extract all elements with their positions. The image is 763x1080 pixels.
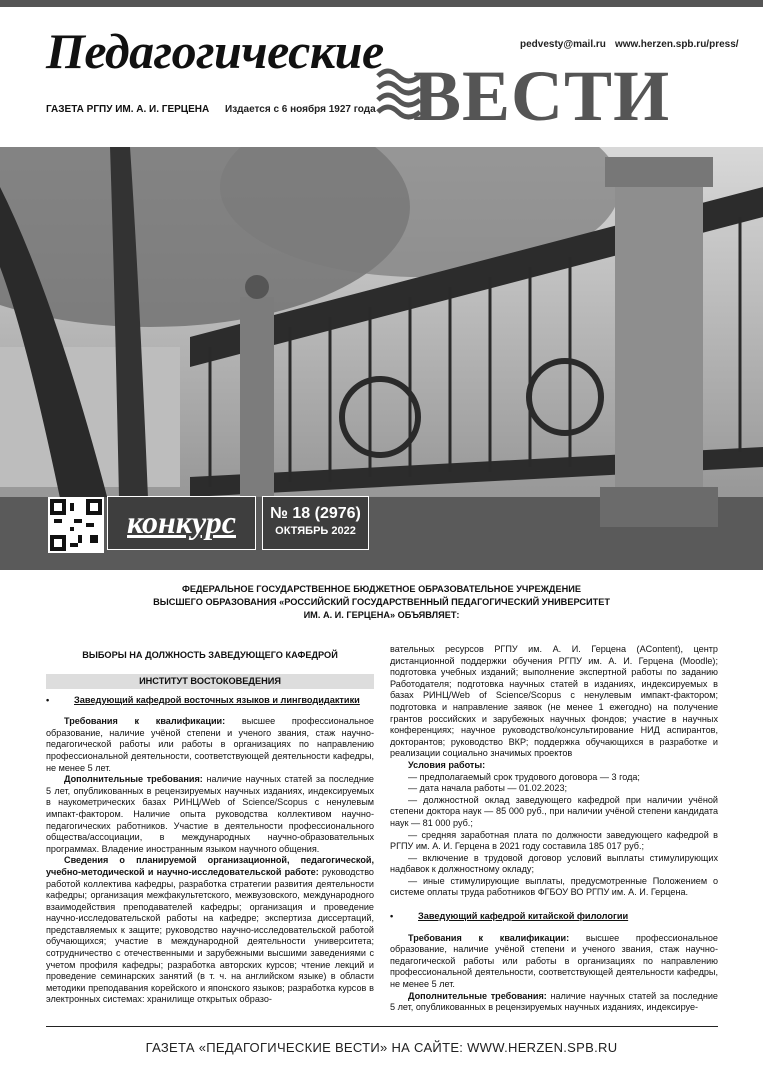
additional-paragraph: [390, 991, 718, 1014]
issue-month: ОКТЯБРЬ 2022: [275, 525, 356, 537]
left-column: [46, 644, 374, 1006]
condition-item: — иные стимулирующие выплаты, предусмотренные Положением о системе оплаты труда работников ФГБОУ ВО РГПУ им. А. И. Герцена.: [390, 875, 718, 898]
bullet-icon: •: [390, 911, 394, 922]
masthead-title-left: Педагогические: [46, 23, 384, 79]
right-column: [390, 644, 718, 1014]
masthead-subtitle: ГАЗЕТА РГПУ ИМ. А. И. ГЕРЦЕНА: [46, 104, 210, 115]
qualification-text: высшее профессиональное образование, наличие учёной степени и ученого звания, стаж научно-педагогической работы или работы в организациях по направлению профессиональной деятельности, соответствующей деятельности кафедры, не менее 5 лет.: [46, 716, 374, 773]
announcement-line2: ВЫСШЕГО ОБРАЗОВАНИЯ «РОССИЙСКИЙ ГОСУДАРСТВЕННЫЙ ПЕДАГОГИЧЕСКИЙ УНИВЕРСИТЕТ: [153, 597, 610, 607]
masthead-title-right: ВЕСТИ: [413, 56, 671, 136]
condition-item: — средняя заработная плата по должности заведующего кафедрой в РГПУ им. А. И. Герцена в 2021 году составила 185 017 руб.;: [390, 829, 718, 852]
footer-text: ГАЗЕТА «ПЕДАГОГИЧЕСКИЕ ВЕСТИ» НА САЙТЕ: WWW.HERZEN.SPB.RU: [145, 1040, 618, 1055]
condition-item: — включение в трудовой договор условий выплаты стимулирующих надбавок к должностному окладу;: [390, 852, 718, 875]
footer-divider: [46, 1026, 718, 1027]
conditions-label: Условия работы:: [408, 759, 486, 770]
additional-text: наличие научных статей за последние 5 лет, опубликованных в рецензируемых научных изданиях, индексируе-: [390, 990, 718, 1013]
qualification-paragraph: [46, 716, 374, 774]
issue-number: № 18 (2976): [270, 505, 361, 522]
additional-label: Дополнительные требования:: [408, 990, 547, 1001]
qualification-paragraph: [390, 933, 718, 991]
additional-text: наличие научных статей за последние 5 лет, опубликованных в рецензируемых научных изданиях, индексируемых в наукометрических базах РИНЦ/Web of Science/Scopus с ненулевым импакт-фактором. Наличие опыта руководства коллективом научно-педагогических работников. Участие в деятельности профессионального общества/ассоциации, в международных научно-образовательных программах. Владение иностранным языком научного общения.: [46, 774, 374, 854]
plan-paragraph: [46, 855, 374, 1006]
announcement-heading: [0, 583, 763, 622]
condition-item: — должностной оклад заведующего кафедрой при наличии учёной степени доктора наук — 85 000 руб., при наличии учёной степени кандидата наук — 81 000 руб.;: [390, 794, 718, 828]
announcement-line3: ИМ. А. И. ГЕРЦЕНА» ОБЪЯВЛЯЕТ:: [303, 610, 460, 620]
additional-paragraph: [46, 774, 374, 855]
institute-heading: ИНСТИТУТ ВОСТОКОВЕДЕНИЯ: [46, 674, 374, 689]
top-bar: [0, 0, 763, 7]
position-heading: [390, 911, 718, 923]
position-title: Заведующий кафедрой китайской филологии: [418, 911, 629, 922]
site-link[interactable]: www.herzen.spb.ru/press/: [615, 39, 739, 50]
contest-label: конкурс: [107, 496, 256, 550]
qualification-label: Требования к квалификации:: [408, 932, 570, 943]
condition-item: — дата начала работы — 01.02.2023;: [408, 783, 568, 794]
condition-item: — предполагаемый срок трудового договора — 3 года;: [408, 771, 640, 782]
position-heading: [46, 695, 374, 707]
plan-text: руководство работой коллектива кафедры, разработка стратегии развития деятельности кафедры; организация межфакультетского, межвузовского, международного взаимодействия преподавателей кафедры; организация и проведение научно-исследовательской работы на кафедре; экспертиза диссертаций, представляемых к защите; руководство научно-исследовательской работой обучающихся; участие в международной деятельности университета; сотрудничество с отечественными и зарубежными высшими заведениями с учетом профиля кафедры; разработка авторских курсов; чтение лекций и проведение семинарских занятий (в т. ч. на английском языке) в области методики преподавания корейского и японского языков; разработка курсов в электронных системах: хранилище открытых образо-: [46, 866, 374, 1005]
section-title: ВЫБОРЫ НА ДОЛЖНОСТЬ ЗАВЕДУЮЩЕГО КАФЕДРОЙ: [82, 650, 338, 660]
qr-code[interactable]: [48, 497, 104, 553]
position-title: Заведующий кафедрой восточных языков и лингводидактики: [74, 694, 360, 705]
bullet-icon: •: [46, 694, 50, 705]
additional-label: Дополнительные требования:: [64, 774, 203, 785]
qr-code-icon: [50, 499, 102, 551]
masthead-since: Издается с 6 ноября 1927 года: [225, 104, 376, 115]
qualification-text: высшее профессиональное образование, наличие учёной степени и ученого звания, стаж научно-педагогической работы или работы в организациях по направлению профессиональной деятельности, соответствующей деятельности кафедры, не менее 5 лет.: [390, 932, 718, 990]
qualification-label: Требования к квалификации:: [64, 716, 226, 727]
continued-paragraph: вательных ресурсов РГПУ им. А. И. Герцена (AContent), центр дистанционной поддержки обучения РГПУ им. А. И. Герцена (Moodle); подготовка учебных изданий; выполнение экспертной работы по заданию Работодателя; подготовка научных статей в изданиях, индексируемых в базах РИНЦ/Web of Science/Scopus с ненулевым импакт-фактором; подготовка и направление заявок (не менее 1 ежегодно) на получение грантов российских и зарубежных научных фондов; участие в научных конференциях; научное руководство/консультирование НИД аспирантов, докторантов; руководство ВКР; поддержка обучающихся в разработке и реализации социально значимых проектов: [390, 644, 718, 759]
issue-box: [262, 496, 369, 550]
plan-label: Сведения о планируемой организационной, педагогической, учебно-методической и научно-исследовательской работе:: [46, 855, 374, 877]
announcement-line1: ФЕДЕРАЛЬНОЕ ГОСУДАРСТВЕННОЕ БЮДЖЕТНОЕ ОБРАЗОВАТЕЛЬНОЕ УЧРЕЖДЕНИЕ: [182, 584, 581, 594]
email-link[interactable]: pedvesty@mail.ru: [520, 39, 606, 50]
